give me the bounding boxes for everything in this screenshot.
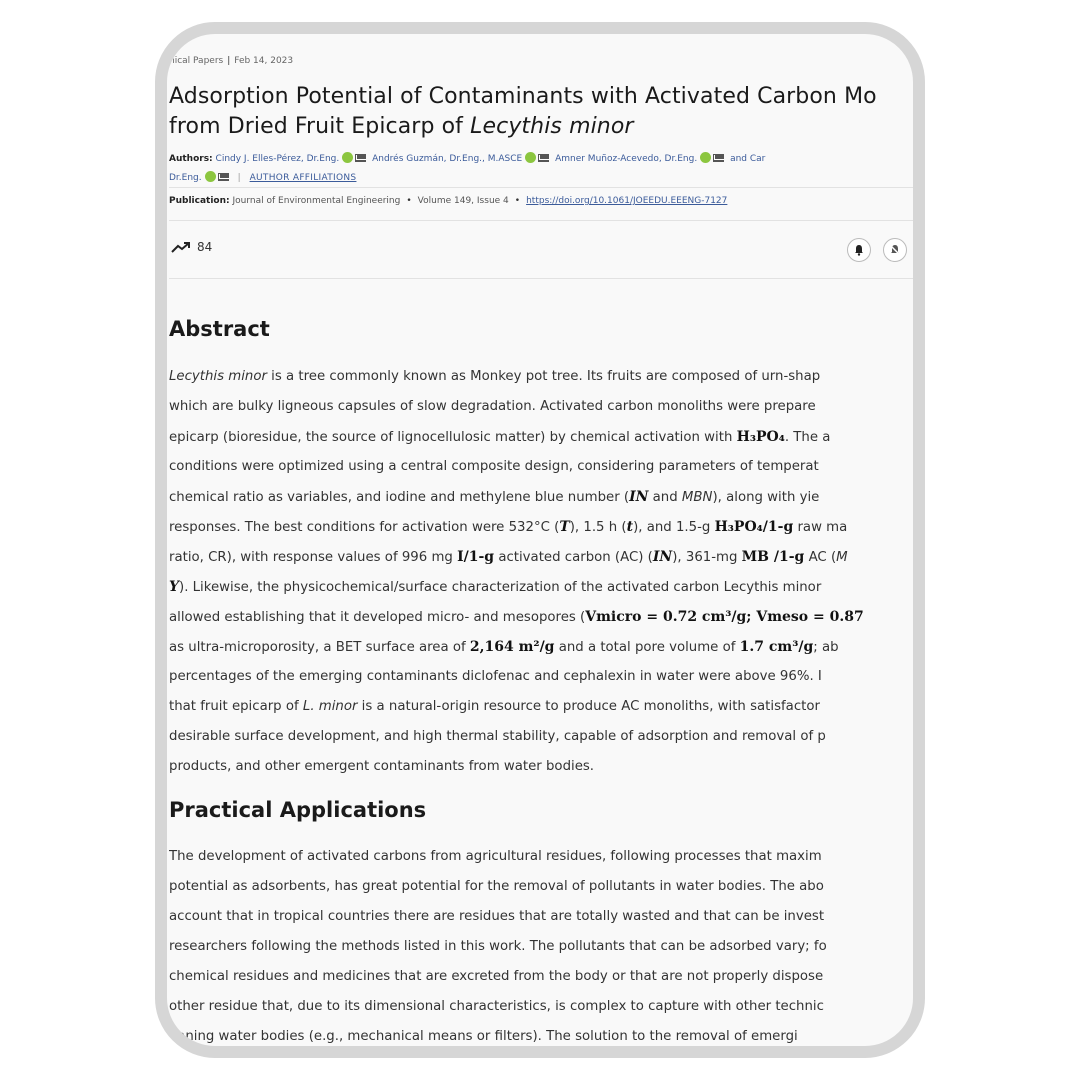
abstract-line: as ultra-microporosity, a BET surface area of 2,164 m²/g and a total pore volume of 1.7 cm³/g; ab — [169, 639, 839, 655]
abstract-line: ratio, CR), with response values of 996 mg I/1-g activated carbon (AC) (IN), 361-mg MB /1-g AC (M — [169, 549, 848, 565]
device-frame — [155, 22, 925, 1058]
practical-applications-text — [169, 842, 915, 1046]
abstract-line: which are bulky ligneous capsules of slow degradation. Activated carbon monoliths were prepare — [169, 399, 816, 414]
publication-info: Publication: Journal of Environmental Engineering • Volume 149, Issue 4 • https://doi.org/10.1061/JOEEDU.EEENG-7127 — [169, 196, 728, 206]
abstract-line: that fruit epicarp of L. minor is a natural-origin resource to produce AC monoliths, with satisfactor — [169, 699, 820, 714]
notification-off-button[interactable] — [883, 238, 907, 262]
practical-applications-heading: Practical Applications — [169, 798, 427, 822]
alert-button[interactable] — [847, 238, 871, 262]
author-link-4[interactable]: and Car — [730, 154, 766, 164]
practical-line: chemical residues and medicines that are excreted from the body or that are not properly dispose — [169, 969, 824, 984]
abstract-line: epicarp (bioresidue, the source of lignocellulosic matter) by chemical activation with H₃PO₄. The a — [169, 429, 831, 445]
practical-line: eaning water bodies (e.g., mechanical means or filters). The solution to the removal of emergi — [169, 1029, 798, 1044]
notification-off-icon — [889, 244, 901, 256]
author-link-1[interactable]: Cindy J. Elles-Pérez, Dr.Eng. — [215, 154, 340, 164]
abstract-line: responses. The best conditions for activation were 532°C (T), 1.5 h (t), and 1.5-g H₃PO₄/1-g raw ma — [169, 519, 848, 535]
doi-link[interactable]: https://doi.org/10.1061/JOEEDU.EEENG-7127 — [526, 196, 728, 206]
practical-line: account that in tropical countries there are residues that are totally wasted and that can be invest — [169, 909, 825, 924]
article-title — [169, 82, 877, 142]
title-line-2: from Dried Fruit Epicarp of — [169, 114, 471, 139]
metrics-count[interactable] — [171, 240, 212, 254]
email-icon[interactable] — [218, 173, 229, 181]
orcid-icon[interactable] — [205, 171, 216, 182]
author-link-4-cont[interactable]: Dr.Eng. — [169, 173, 202, 183]
trending-up-icon — [171, 241, 191, 253]
abstract-line: Y). Likewise, the physicochemical/surface characterization of the activated carbon Lecythis minor — [169, 579, 822, 595]
practical-line: researchers following the methods listed in this work. The pollutants that can be adsorbed vary; fo — [169, 939, 827, 954]
abstract-line: Lecythis minor is a tree commonly known as Monkey pot tree. Its fruits are composed of urn-shap — [169, 369, 821, 384]
authors-label: Authors: — [169, 154, 213, 164]
volume-issue: Volume 149, Issue 4 — [417, 196, 509, 206]
abstract-line: desirable surface development, and high thermal stability, capable of adsorption and removal of p — [169, 729, 826, 744]
article-page[interactable] — [169, 34, 915, 1046]
author-list: Authors: Cindy J. Elles-Pérez, Dr.Eng. Andrés Guzmán, Dr.Eng., M.ASCE Amner Muñoz-Acevedo, Dr.Eng. and Car Dr.Eng. | AUTHOR AFFILIATIONS — [169, 154, 766, 183]
practical-line: other residue that, due to its dimensional characteristics, is complex to capture with other technic — [169, 999, 824, 1014]
author-affiliations-link[interactable]: AUTHOR AFFILIATIONS — [249, 173, 357, 183]
metric-value: 84 — [197, 240, 213, 254]
email-icon[interactable] — [538, 154, 549, 162]
title-species: Lecythis minor — [470, 114, 634, 139]
abstract-line: conditions were optimized using a central composite design, considering parameters of temperat — [169, 459, 819, 474]
abstract-line: percentages of the emerging contaminants diclofenac and cephalexin in water were above 96%. I — [169, 669, 822, 684]
divider — [169, 220, 915, 221]
abstract-line: allowed establishing that it developed micro- and mesopores (Vmicro = 0.72 cm³/g; Vmeso = 0.87 — [169, 609, 864, 625]
bell-icon — [853, 244, 865, 256]
divider — [169, 187, 915, 188]
publish-date: Feb 14, 2023 — [234, 56, 294, 66]
divider — [169, 278, 915, 279]
orcid-icon[interactable] — [342, 152, 353, 163]
abstract-text — [169, 362, 915, 782]
email-icon[interactable] — [355, 154, 366, 162]
orcid-icon[interactable] — [525, 152, 536, 163]
author-link-2[interactable]: Andrés Guzmán, Dr.Eng., M.ASCE — [372, 154, 523, 164]
publication-label: Publication: — [169, 196, 230, 206]
abstract-heading: Abstract — [169, 317, 270, 341]
journal-name: Journal of Environmental Engineering — [232, 196, 401, 206]
abstract-line: chemical ratio as variables, and iodine and methylene blue number (IN and MBN), along with yie — [169, 489, 820, 505]
abstract-line: products, and other emergent contaminants from water bodies. — [169, 759, 595, 774]
email-icon[interactable] — [713, 154, 724, 162]
author-link-3[interactable]: Amner Muñoz-Acevedo, Dr.Eng. — [555, 154, 698, 164]
practical-line: potential as adsorbents, has great potential for the removal of pollutants in water bodies. The abo — [169, 879, 824, 894]
practical-line: The development of activated carbons from agricultural residues, following processes that maxim — [169, 849, 822, 864]
section-label: nical Papers — [169, 56, 224, 66]
orcid-icon[interactable] — [700, 152, 711, 163]
title-line-1: Adsorption Potential of Contaminants with Activated Carbon Mo — [169, 84, 877, 109]
article-meta: nical Papers | Feb 14, 2023 — [169, 56, 294, 66]
